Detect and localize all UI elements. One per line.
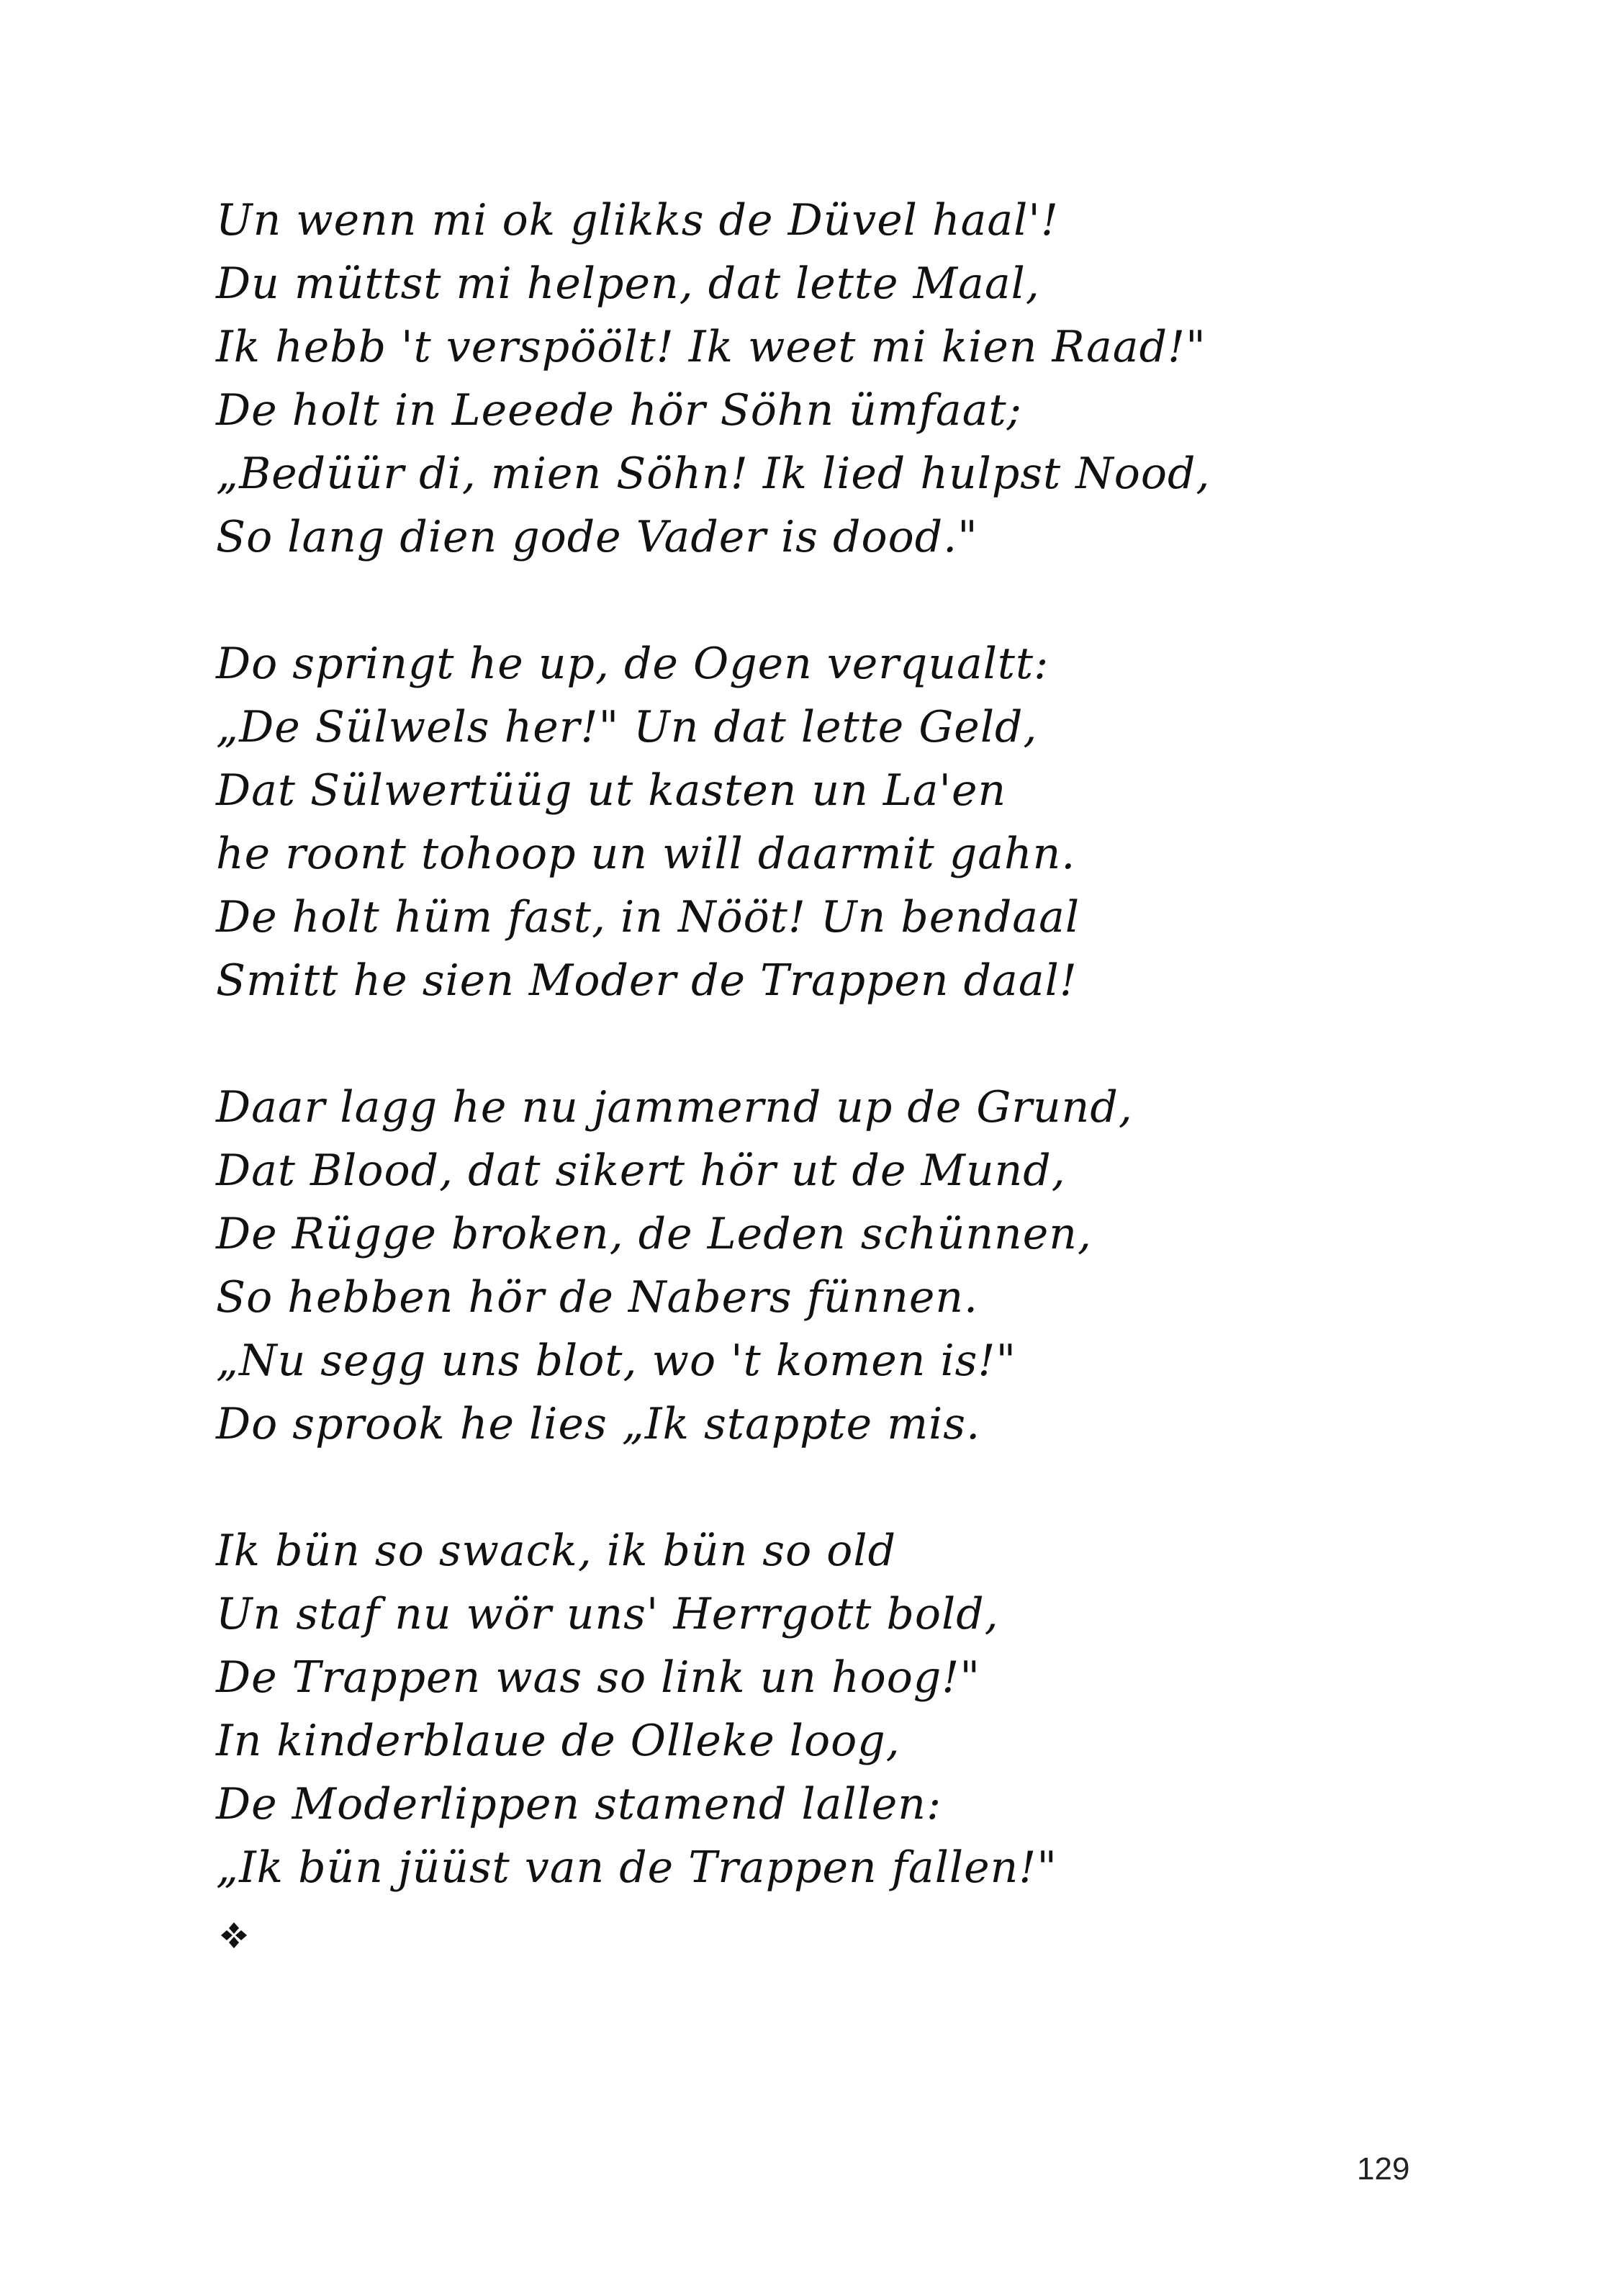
four-diamond-dingbat-icon: [220, 1921, 248, 1950]
poem-line: „Nu segg uns blot, wo 't komen is!": [216, 1336, 1017, 1386]
poem-line: De Moderlippen stamend lallen:: [216, 1779, 942, 1829]
poem-line: So hebben hör de Nabers fünnen.: [216, 1272, 979, 1323]
poem-line: Dat Sülwertüüg ut kasten un La'en: [216, 765, 1007, 816]
poem-line: De Rügge broken, de Leden schünnen,: [216, 1209, 1092, 1259]
poem-line: Do sprook he lies „Ik stappte mis.: [216, 1399, 981, 1449]
poem-line: De holt in Leeede hör Söhn ümfaat;: [216, 385, 1022, 436]
poem-line: „De Sülwels her!" Un dat lette Geld,: [216, 702, 1038, 752]
stanza-3: [216, 1076, 1368, 1456]
poem-line: Dat Blood, dat sikert hör ut de Mund,: [216, 1145, 1066, 1196]
poem-line: „Bedüür di, mien Söhn! Ik lied hulpst Nood,: [216, 449, 1211, 499]
stanza-1: [216, 189, 1368, 569]
stanza-gap: [216, 1456, 1368, 1519]
poem-line: Un wenn mi ok glikks de Düvel haal'!: [216, 195, 1059, 246]
poem-line: Ik hebb 't verspöölt! Ik weet mi kien Raad!": [216, 322, 1206, 372]
page-number: 129: [1357, 2151, 1410, 2187]
stanza-gap: [216, 1012, 1368, 1076]
poem-line: Un staf nu wör uns' Herrgott bold,: [216, 1589, 999, 1639]
poem-line: Du müttst mi helpen, dat lette Maal,: [216, 258, 1040, 309]
poem-line: „Ik bün jüüst van de Trappen fallen!": [216, 1842, 1057, 1893]
stanza-4: [216, 1519, 1368, 1899]
poem-line: Ik bün so swack, ik bün so old: [216, 1526, 896, 1576]
poem-line: Do springt he up, de Ogen verqualtt:: [216, 639, 1050, 689]
poem-line: Smitt he sien Moder de Trappen daal!: [216, 955, 1078, 1006]
poem-line: De Trappen was so link un hoog!": [216, 1652, 980, 1703]
stanza-gap: [216, 569, 1368, 632]
stanza-2: [216, 632, 1368, 1012]
poem-line: So lang dien gode Vader is dood.": [216, 512, 978, 562]
poem-line: he roont tohoop un will daarmit gahn.: [216, 829, 1076, 879]
poem-line: In kinderblaue de Olleke loog,: [216, 1716, 900, 1766]
poem: [216, 189, 1368, 1899]
poem-line: Daar lagg he nu jammernd up de Grund,: [216, 1082, 1133, 1133]
poem-line: De holt hüm fast, in Nööt! Un bendaal: [216, 892, 1080, 942]
